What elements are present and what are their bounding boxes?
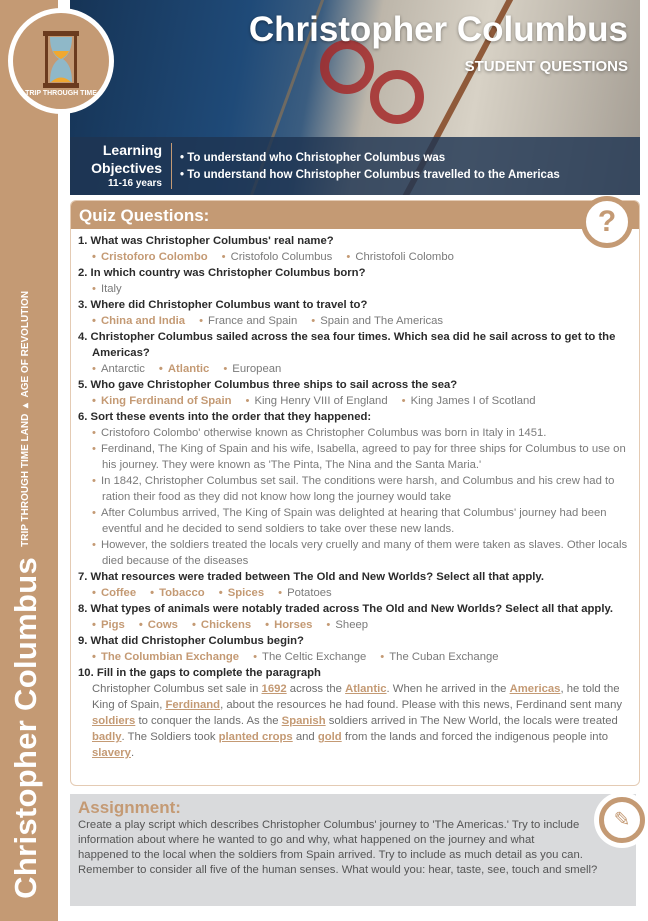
correct-answer-option[interactable]: • Cristoforo Colombo: [92, 251, 208, 263]
sidebar-vertical-title: [8, 291, 44, 899]
script-icon: [594, 792, 648, 848]
answer-options: [78, 361, 631, 377]
script-icon-glyph: ✎: [599, 797, 645, 843]
answer-option[interactable]: • Sheep: [326, 619, 368, 631]
question-block: [78, 633, 631, 665]
answer-options: [78, 649, 631, 665]
assignment-text: Create a play script which describes Christopher Columbus' journey to 'The Americas.' Try to include information about where he wanted to go and why, what happened on the journey and what happened to the local when the soldiers from Spain arrived. Try to include as much detail as you can. Remember to consider all five of the human senses. What would you: hear, taste, see, touch and smell?: [78, 819, 598, 876]
event-item: • However, the soldiers treated the locals very cruelly and many of them were taken as slaves. Other locals died because of the diseases: [78, 537, 631, 569]
question-text: 6. Sort these events into the order that they happened:: [78, 411, 372, 423]
filled-gap[interactable]: Ferdinand: [165, 699, 221, 711]
paragraph-text: from the lands and forced the indigenous people into: [341, 731, 608, 743]
question-block: [78, 329, 631, 377]
quiz-section: [70, 200, 640, 786]
question-text: 8. What types of animals were notably traded across The Old and New Worlds? Select all that apply.: [78, 603, 614, 615]
correct-answer-option[interactable]: • Tobacco: [150, 587, 205, 599]
assignment-section: [70, 794, 636, 906]
objective-item: • To understand how Christopher Columbus travelled to the Americas: [180, 169, 560, 181]
header-banner: [70, 0, 640, 195]
logo-text: TRIP THROUGH TIME: [25, 90, 97, 97]
filled-gap[interactable]: badly: [92, 731, 122, 743]
correct-answer-option[interactable]: • Atlantic: [159, 363, 209, 375]
breadcrumb: TRIP THROUGH TIME LAND ▸ AGE OF REVOLUTION: [20, 291, 31, 548]
question-list: [71, 229, 639, 761]
sidebar-title: Christopher Columbus: [8, 557, 43, 899]
question-mark-icon: ?: [581, 196, 633, 248]
question-block: [78, 409, 631, 569]
correct-answer-option[interactable]: • Spices: [219, 587, 264, 599]
paragraph-text: . The Soldiers took: [121, 731, 219, 743]
objectives-label-line2: Objectives: [91, 160, 162, 176]
correct-answer-option[interactable]: • Coffee: [92, 587, 136, 599]
correct-answer-option[interactable]: • Pigs: [92, 619, 125, 631]
answer-options: [78, 393, 631, 409]
filled-gap[interactable]: 1692: [261, 683, 287, 695]
answer-option[interactable]: • France and Spain: [199, 315, 297, 327]
sail-cross-decoration: [370, 70, 424, 124]
answer-option[interactable]: • The Cuban Exchange: [380, 651, 498, 663]
paragraph-text: to conquer the lands. As the: [135, 715, 282, 727]
answer-option[interactable]: • Antarctic: [92, 363, 145, 375]
fill-in-paragraph: [78, 681, 631, 761]
question-block: [78, 297, 631, 329]
correct-answer-option[interactable]: • King Ferdinand of Spain: [92, 395, 232, 407]
event-item: • In 1842, Christopher Columbus set sail. The conditions were harsh, and Columbus and his crew had to ration their food as they did not know how long the journey would take: [78, 473, 631, 505]
page-title: Christopher Columbus: [248, 10, 628, 49]
correct-answer-option[interactable]: • China and India: [92, 315, 185, 327]
correct-answer-option[interactable]: • Cows: [139, 619, 178, 631]
filled-gap[interactable]: Spanish: [281, 715, 326, 727]
question-text: 4. Christopher Columbus sailed across the sea four times. Which sea did he sail across to get to the Americas?: [78, 331, 616, 359]
paragraph-text: , he told the King of Spain,: [92, 683, 620, 711]
correct-answer-option[interactable]: • Chickens: [192, 619, 251, 631]
quiz-title: Quiz Questions:: [71, 201, 639, 229]
answer-options: [78, 281, 631, 297]
question-block: [78, 665, 631, 761]
sidebar: [0, 0, 58, 921]
answer-option[interactable]: • King James I of Scotland: [402, 395, 536, 407]
filled-gap[interactable]: slavery: [92, 747, 131, 759]
answer-option[interactable]: • Potatoes: [278, 587, 332, 599]
question-block: [78, 265, 631, 297]
filled-gap[interactable]: gold: [317, 731, 342, 743]
answer-option[interactable]: • European: [223, 363, 281, 375]
paragraph-text: , about the resources he had found. Please with this news, Ferdinand sent many: [220, 699, 622, 711]
divider: [171, 143, 172, 189]
question-text: 3. Where did Christopher Columbus want to travel to?: [78, 299, 368, 311]
paragraph-text: . When he arrived in the: [386, 683, 510, 695]
filled-gap[interactable]: Americas: [509, 683, 561, 695]
correct-answer-option[interactable]: • The Columbian Exchange: [92, 651, 239, 663]
paragraph-text: Christopher Columbus set sale in: [92, 683, 262, 695]
question-text: 1. What was Christopher Columbus' real name?: [78, 235, 334, 247]
question-block: [78, 233, 631, 265]
answer-options: [78, 617, 631, 633]
answer-option[interactable]: • Spain and The Americas: [311, 315, 443, 327]
objectives-label: [70, 141, 162, 191]
answer-option[interactable]: • Christofoli Colombo: [346, 251, 454, 263]
filled-gap[interactable]: soldiers: [92, 715, 136, 727]
event-item: • Cristoforo Colombo' otherwise known as Christopher Columbus was born in Italy in 1451.: [78, 425, 631, 441]
filled-gap[interactable]: planted crops: [218, 731, 293, 743]
assignment-text-container: [78, 818, 623, 878]
question-text: 10. Fill in the gaps to complete the paragraph: [78, 667, 321, 679]
filled-gap[interactable]: Atlantic: [345, 683, 387, 695]
paragraph-text: and: [292, 731, 318, 743]
paragraph-text: soldiers arrived in The New World, the locals were treated: [325, 715, 618, 727]
answer-options: [78, 313, 631, 329]
question-block: [78, 377, 631, 409]
objectives-label-line1: Learning: [102, 142, 162, 158]
answer-option[interactable]: • The Celtic Exchange: [253, 651, 366, 663]
question-text: 9. What did Christopher Columbus begin?: [78, 635, 304, 647]
answer-options: [78, 249, 631, 265]
question-block: [78, 569, 631, 601]
correct-answer-option[interactable]: • Horses: [265, 619, 312, 631]
event-item: • Ferdinand, The King of Spain and his wife, Isabella, agreed to pay for three ships for Columbus to use on his journey. They were known as 'The Pinta, The Nina and the Santa Maria.': [78, 441, 631, 473]
objective-item: • To understand who Christopher Columbus was: [180, 152, 446, 164]
age-range: 11-16 years: [108, 178, 162, 189]
answer-option[interactable]: • King Henry VIII of England: [246, 395, 388, 407]
hourglass-icon: [13, 13, 109, 109]
answer-options: [78, 585, 631, 601]
page-subtitle: STUDENT QUESTIONS: [464, 58, 628, 75]
question-text: 2. In which country was Christopher Columbus born?: [78, 267, 366, 279]
assignment-title: Assignment:: [78, 798, 181, 817]
answer-option[interactable]: • Cristofolo Columbus: [222, 251, 333, 263]
event-item: • After Columbus arrived, The King of Spain was delighted at hearing that Columbus' journey had been eventful and he decided to send soldiers to take over these new lands.: [78, 505, 631, 537]
paragraph-text: across the: [286, 683, 346, 695]
paragraph-text: .: [130, 747, 135, 759]
learning-objectives: [70, 137, 640, 195]
question-block: [78, 601, 631, 633]
question-text: 5. Who gave Christopher Columbus three ships to sail across the sea?: [78, 379, 458, 391]
logo: [8, 8, 114, 114]
answer-option[interactable]: • Italy: [92, 283, 122, 295]
objectives-list: [180, 150, 560, 184]
question-text: 7. What resources were traded between The Old and New Worlds? Select all that apply.: [78, 571, 545, 583]
